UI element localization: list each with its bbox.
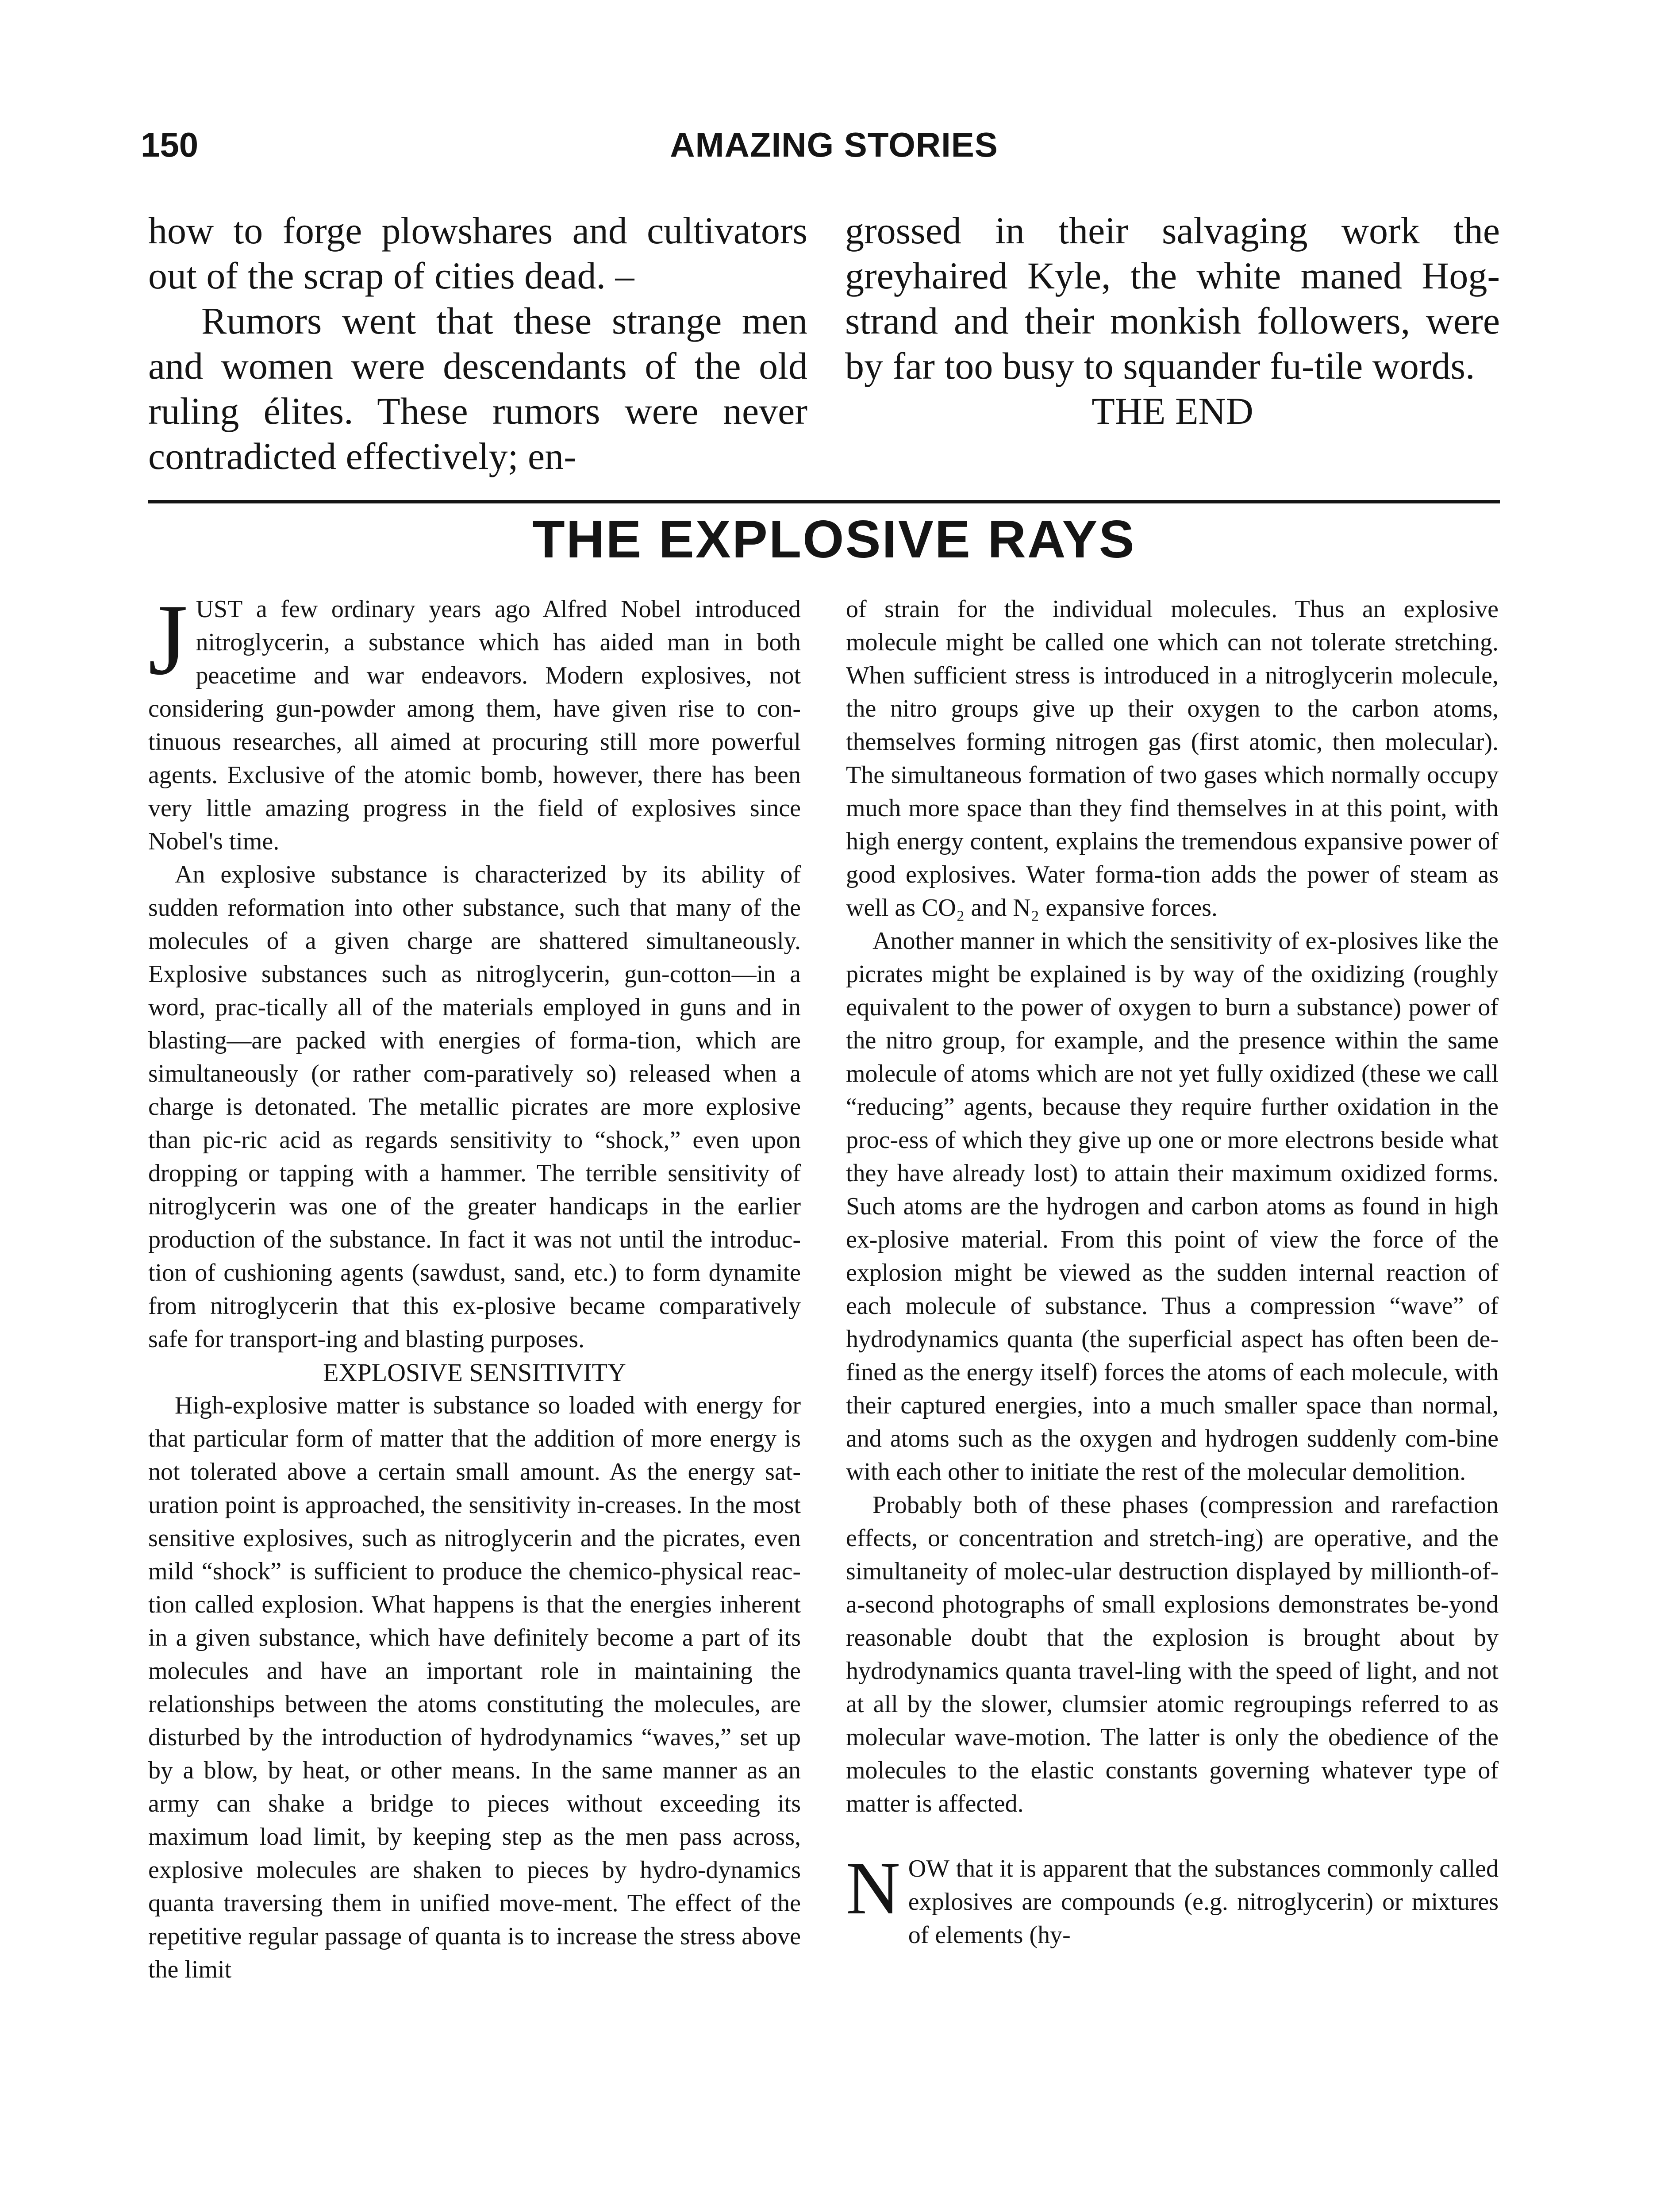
the-end-mark: THE END <box>1092 390 1253 432</box>
running-title: AMAZING STORIES <box>670 125 998 164</box>
paragraph-gap <box>846 1820 1499 1852</box>
section-subhead: EXPLOSIVE SENSITIVITY <box>323 1358 626 1387</box>
article-right-column <box>846 593 1499 2212</box>
article-paragraph: Another manner in which the sensitivity of ex-plosives like the picrates might be explained is by way of the oxidizing (roughly equivalent to the power of oxygen to burn a substance) power of the nitro group, for example, and the presence within the same molecule of atoms which are not yet fully oxidized (these we call “reducing” agents, because they require further oxidation in the proc-ess of which they give up one or more electrons beside what they have already lost) to attain their maximum oxidized forms. Such atoms are the hydrogen and carbon atoms as found in high ex-plosive material. From this point of view the force of the explosion might be viewed as the sudden internal reaction of each molecule of substance. Thus a compression “wave” of hydrodynamics quanta (the superficial aspect has often been de-fined as the energy itself) forces the atoms of each molecule, with their captured energies, into a much smaller space than normal, and atoms such as the oxygen and hydrogen suddenly com-bine with each other to initiate the rest of the molecular demolition. <box>846 927 1499 1486</box>
article-paragraph: of strain for the individual molecules. Thus an explosive molecule might be called one which can not tolerate stretching. When sufficient stress is introduced in a nitroglycerin molecule, the nitro groups give up their oxygen to the carbon atoms, themselves forming nitrogen gas (first atomic, then molecular). The simultaneous formation of two gases which normally occupy much more space than they find themselves in at this point, with high energy content, explains the tremendous expansive power of good explosives. Water forma-tion adds the power of steam as well as CO₂ and N₂ expansive forces. <box>846 595 1499 922</box>
lead-in: UST <box>196 595 243 623</box>
article-paragraph <box>846 1847 1499 1952</box>
article-left-column <box>148 583 801 2212</box>
previous-story-paragraph: how to forge plowshares and cultivators out of the scrap of cities dead. – <box>148 209 807 297</box>
lead-in: OW <box>908 1855 950 1882</box>
drop-cap: J <box>148 583 188 696</box>
previous-story-paragraph: grossed in their salvaging work the greyhaired Kyle, the white maned Hog-strand and their monkish followers, were by far too busy to squander fu-tile words. <box>845 209 1500 387</box>
article-paragraph <box>148 583 801 858</box>
article-paragraph: Probably both of these phases (compression and rarefaction effects, or concentration and stretch-ing) are operative, and the simultaneity of molec-ular destruction displayed by millionth-of-a-second photographs of small explosions demonstrates be-yond reasonable doubt that the explosion is brought about by hydrodynamics quanta travel-ling with the speed of light, and not at all by the slower, clumsier atomic regroupings referred to as molecular wave-motion. The latter is only the obedience of the molecules to the elastic constants governing whatever type of matter is affected. <box>846 1491 1499 1817</box>
drop-cap: N <box>846 1847 900 1930</box>
previous-story-right-column <box>845 208 1500 434</box>
page-number: 150 <box>141 125 199 164</box>
article-title: THE EXPLOSIVE RAYS <box>532 510 1136 569</box>
paragraph-text: a few ordinary years ago Alfred Nobel introduced nitroglycerin, a substance which has aided man in both peacetime and war endeavors. Modern explosives, not considering gun-powder among them, have given rise to con-tinuous researches, all aimed at procuring still more powerful agents. Exclusive of the atomic bomb, however, there has been very little amazing progress in the field of explosives since Nobel's time. <box>148 595 801 855</box>
paragraph-text: that it is apparent that the substances commonly called explosives are compounds (e.g. nitroglycerin) or mixtures of elements (hy- <box>908 1855 1499 1949</box>
article-paragraph: An explosive substance is characterized by its ability of sudden reformation into other substance, such that many of the molecules of a given charge are shattered simultaneously. Explosive substances such as nitroglycerin, gun-cotton—in a word, prac-tically all of the materials employed in guns and in blasting—are packed with energies of forma-tion, which are simultaneously (or rather com-paratively so) released when a charge is detonated. The metallic picrates are more explosive than pic-ric acid as regards sensitivity to “shock,” even upon dropping or tapping with a hammer. The terrible sensitivity of nitroglycerin was one of the greater handicaps in the earlier production of the substance. In fact it was not until the introduc-tion of cushioning agents (sawdust, sand, etc.) to form dynamite from nitroglycerin that this ex-plosive became comparatively safe for transport-ing and blasting purposes. <box>148 861 801 1353</box>
article-paragraph: High-explosive matter is substance so loaded with energy for that particular form of matter that the addition of more energy is not tolerated above a certain small amount. As the energy sat-uration point is approached, the sensitivity in-creases. In the most sensitive explosives, such as nitroglycerin and the picrates, even mild “shock” is sufficient to produce the chemico-physical reac-tion called explosion. What happens is that the energies inherent in a given substance, which have definitely become a part of its molecules and have an important role in maintaining the relationships between the atoms constituting the molecules, are disturbed by the introduction of hydrodynamics “waves,” set up by a blow, by heat, or other means. In the same manner as an army can shake a bridge to pieces without exceeding its maximum load limit, by keeping step as the men pass across, explosive molecules are shaken to pieces by hydro-dynamics quanta traversing them in unified move-ment. The effect of the repetitive regular passage of quanta is to increase the stress above the limit <box>148 1392 801 1983</box>
previous-story-left-column <box>148 208 807 479</box>
previous-story-paragraph: Rumors went that these strange men and women were descendants of the old ruling élites. These rumors were never contradicted effectively; en- <box>148 300 807 477</box>
section-divider <box>148 500 1500 503</box>
